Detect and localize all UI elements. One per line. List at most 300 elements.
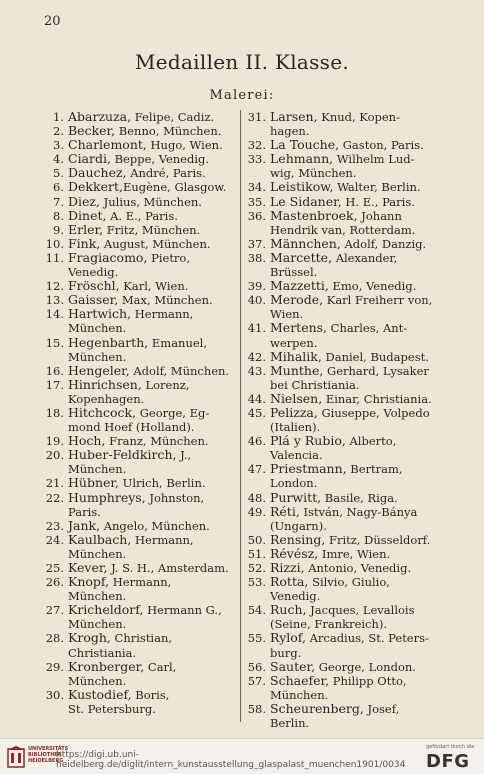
entry-text	[68, 152, 234, 166]
list-item	[44, 448, 234, 476]
artist-name: Priestmann,	[270, 461, 347, 477]
dfg-logo: DFG	[426, 751, 470, 772]
entry-text	[270, 533, 436, 547]
artist-name: Hengeler,	[68, 362, 130, 378]
entry-number: 49.	[247, 504, 266, 519]
artist-details-continued: München.	[68, 673, 127, 688]
entry-number: 36.	[247, 208, 266, 223]
artist-details: Boris,	[131, 687, 170, 702]
entry-text	[68, 336, 234, 364]
artist-details: George, Eg-	[136, 405, 210, 420]
university-logo-icon	[6, 745, 26, 769]
entry-number: 5.	[53, 166, 64, 181]
artist-details-continued: wig, München.	[270, 166, 357, 181]
list-item	[246, 505, 436, 533]
artist-name: Hitchcock,	[68, 404, 137, 420]
artist-details-continued: St. Petersburg.	[68, 701, 156, 716]
list-item	[246, 392, 436, 406]
entry-number: 6.	[53, 180, 64, 195]
artist-name: Hegenbarth,	[68, 334, 149, 350]
artist-details: Max, München.	[118, 293, 213, 308]
list-item	[44, 364, 234, 378]
artist-details-continued: Wien.	[270, 307, 304, 322]
artist-name: Schaefer,	[270, 672, 330, 688]
entry-number: 56.	[247, 659, 266, 674]
artist-details: Silvio, Giulio, Venedig.	[270, 575, 390, 604]
entry-number: 45.	[247, 405, 266, 420]
list-item	[44, 209, 234, 223]
artist-name: Rensing,	[270, 531, 326, 547]
entry-number: 41.	[247, 321, 266, 336]
list-item	[246, 561, 436, 575]
list-item	[44, 237, 234, 251]
entry-number: 17.	[45, 377, 64, 392]
entry-number: 39.	[247, 279, 266, 294]
entry-text	[270, 561, 436, 575]
section-heading: Malerei:	[209, 88, 275, 103]
artist-name: Huber-Feldkirch,	[68, 447, 177, 463]
artist-details: Hugo, Wien.	[146, 138, 223, 153]
artist-name: Mertens,	[270, 320, 328, 336]
entry-number: 47.	[247, 462, 266, 477]
artist-details: Gerhard, Lysaker	[323, 363, 429, 378]
entry-number: 27.	[45, 603, 64, 618]
artist-name: Gaisser,	[68, 292, 119, 308]
artist-details-continued: burg.	[270, 645, 302, 660]
artist-name: Kronberger,	[68, 658, 145, 674]
artist-name: Hinrichsen,	[68, 376, 142, 392]
list-item	[44, 124, 234, 138]
artist-name: Leistikow,	[270, 179, 334, 195]
artist-name: Munthe,	[270, 362, 324, 378]
right-column	[246, 110, 436, 730]
artist-name: Fragiacomo,	[68, 249, 148, 265]
entry-number: 34.	[247, 180, 266, 195]
entry-text	[68, 279, 234, 293]
entry-number: 58.	[247, 701, 266, 716]
artist-details: Daniel, Budapest.	[321, 349, 429, 364]
artist-details: J.,	[176, 448, 192, 463]
artist-name: Merode,	[270, 292, 324, 308]
entry-number: 2.	[53, 124, 64, 139]
entry-number: 9.	[53, 222, 64, 237]
list-item	[44, 110, 234, 124]
entry-number: 22.	[45, 490, 64, 505]
list-item	[44, 660, 234, 688]
entry-number: 3.	[53, 138, 64, 153]
entry-number: 8.	[53, 208, 64, 223]
artist-details: Wilhelm Lud-	[333, 152, 415, 167]
entry-text	[68, 631, 234, 659]
entry-number: 4.	[53, 152, 64, 167]
entry-number: 13.	[45, 293, 64, 308]
artist-details-continued: Valencia.	[270, 448, 323, 463]
entry-number: 46.	[247, 434, 266, 449]
artist-details: Jacques, Levallois	[306, 603, 415, 618]
list-item	[246, 195, 436, 209]
entry-text	[270, 293, 436, 321]
artist-details-continued: (Seine, Frankreich).	[270, 617, 388, 632]
list-item	[246, 434, 436, 462]
list-item	[44, 434, 234, 448]
artist-details: Eugène, Glasgow.	[122, 180, 227, 195]
artist-details: Fritz, Düsseldorf.	[325, 532, 431, 547]
artist-name: Kaulbach,	[68, 531, 132, 547]
list-item	[44, 603, 234, 631]
artist-details: Pietro,	[147, 250, 191, 265]
entry-text	[270, 575, 436, 603]
list-item	[44, 476, 234, 490]
list-item	[44, 533, 234, 561]
entry-number: 19.	[45, 434, 64, 449]
entry-number: 54.	[247, 603, 266, 618]
entry-text	[270, 152, 436, 180]
entry-text	[270, 702, 436, 730]
artist-details-continued: Hendrik van, Rotterdam.	[270, 222, 416, 237]
entry-number: 53.	[247, 575, 266, 590]
artist-details: Imre, Wien.	[318, 546, 391, 561]
artist-details: Ulrich, Berlin.	[118, 476, 206, 491]
entry-text	[68, 561, 234, 575]
artist-details: Hermann,	[131, 307, 194, 322]
artist-name: Mastenbroek,	[270, 207, 358, 223]
artist-details-continued: München.	[68, 349, 127, 364]
entry-text	[270, 603, 436, 631]
source-url[interactable]: https://digi.ub.uni-heidelberg.de/diglit/intern_kunstausstellung_glaspalast_muenchen1901/0034	[56, 750, 406, 770]
artist-details-continued: Paris.	[68, 504, 101, 519]
entry-number: 12.	[45, 279, 64, 294]
artist-details: Arcadius, St. Peters-	[305, 631, 429, 646]
entry-number: 15.	[45, 335, 64, 350]
list-item	[246, 209, 436, 237]
artist-name: Rotta,	[270, 574, 309, 590]
list-item	[246, 138, 436, 152]
artist-name: Humphreys,	[68, 489, 146, 505]
artist-name: Le Sidaner,	[270, 193, 342, 209]
entry-text	[68, 195, 234, 209]
entry-text	[68, 124, 234, 138]
artist-name: Rizzi,	[270, 560, 305, 575]
artist-name: Mazzetti,	[270, 278, 329, 294]
artist-details: Charles, Ant-	[327, 321, 408, 336]
entry-text	[270, 462, 436, 490]
list-item	[246, 491, 436, 505]
entry-number: 42.	[247, 349, 266, 364]
artist-details: Hermann,	[109, 575, 172, 590]
entry-number: 29.	[45, 659, 64, 674]
list-item	[246, 575, 436, 603]
list-item	[246, 702, 436, 730]
list-item	[246, 533, 436, 547]
list-item	[44, 491, 234, 519]
artist-details: Adolf, München.	[129, 363, 230, 378]
entry-number: 1.	[53, 110, 64, 124]
artist-name: Fröschl,	[68, 278, 120, 294]
artist-details-continued: Venedig.	[68, 265, 119, 280]
list-item	[44, 152, 234, 166]
entry-number: 50.	[247, 532, 266, 547]
artist-details: Bertram,	[346, 462, 403, 477]
entry-text	[68, 434, 234, 448]
entry-text	[68, 166, 234, 180]
list-item	[44, 561, 234, 575]
artist-details: Angelo, München.	[100, 518, 210, 533]
artist-details: Philipp Otto,	[329, 673, 407, 688]
entry-text	[68, 180, 234, 194]
entry-text	[68, 307, 234, 335]
artist-details: Fritz, München.	[103, 222, 201, 237]
list-item	[44, 195, 234, 209]
artist-name: Kustodief,	[68, 686, 132, 702]
list-item	[246, 279, 436, 293]
artist-details-continued: Christiania.	[68, 645, 137, 660]
artist-name: Abarzuza,	[68, 109, 132, 124]
entry-number: 7.	[53, 194, 64, 209]
list-item	[44, 138, 234, 152]
artist-name: Hoch,	[68, 433, 106, 449]
list-item	[246, 237, 436, 251]
artist-name: Knopf,	[68, 574, 110, 590]
page-number: 20	[44, 14, 61, 29]
list-item	[44, 180, 234, 194]
artist-name: Dekkert,	[68, 179, 123, 195]
artist-details-continued: Kopenhagen.	[68, 391, 145, 406]
artist-name: Purwitt,	[270, 489, 322, 505]
entry-text	[68, 237, 234, 251]
artist-name: Erler,	[68, 221, 104, 237]
entry-number: 28.	[45, 631, 64, 646]
artist-details: Hermann,	[131, 532, 194, 547]
entry-text	[270, 251, 436, 279]
entry-number: 10.	[45, 236, 64, 251]
entry-text	[68, 533, 234, 561]
entry-text	[68, 448, 234, 476]
artist-details: István, Nagy-Bánya	[299, 504, 418, 519]
artist-name: Hübner,	[68, 475, 119, 491]
list-item	[246, 660, 436, 674]
entry-number: 21.	[45, 476, 64, 491]
entry-text	[270, 505, 436, 533]
artist-name: Larsen,	[270, 109, 318, 124]
entry-number: 23.	[45, 518, 64, 533]
artist-name: Ciardi,	[68, 151, 111, 167]
artist-details-continued: München.	[68, 321, 127, 336]
artist-details: Emanuel,	[148, 335, 207, 350]
artist-name: Diez,	[68, 193, 100, 209]
entry-text	[270, 209, 436, 237]
list-item	[246, 462, 436, 490]
artist-details: Karl Freiherr von,	[323, 293, 433, 308]
entry-number: 51.	[247, 546, 266, 561]
artist-details-continued: Brüssel.	[270, 265, 318, 280]
artist-name: Lehmann,	[270, 151, 334, 167]
artist-details: Alberto,	[345, 434, 397, 449]
artist-details-continued: mond Hoef (Holland).	[68, 420, 195, 435]
artist-name: Nielsen,	[270, 390, 323, 406]
artist-name: Mihalik,	[270, 348, 322, 364]
list-item	[44, 293, 234, 307]
artist-details: Johnston,	[145, 490, 205, 505]
artist-details-continued: bei Christiania.	[270, 377, 360, 392]
artist-details: Josef,	[363, 701, 400, 716]
list-item	[44, 166, 234, 180]
list-item	[44, 519, 234, 533]
artist-name: Kever,	[68, 560, 108, 575]
entry-text	[68, 406, 234, 434]
entry-text	[68, 660, 234, 688]
entry-number: 24.	[45, 532, 64, 547]
artist-details: A. E., Paris.	[106, 208, 178, 223]
entry-text	[270, 434, 436, 462]
artist-details: Walter, Berlin.	[333, 180, 421, 195]
list-item	[246, 631, 436, 659]
entry-number: 16.	[45, 363, 64, 378]
entry-text	[270, 364, 436, 392]
artist-details: Christian,	[110, 631, 173, 646]
artist-details: Lorenz,	[141, 377, 190, 392]
entry-number: 33.	[247, 152, 266, 167]
artist-name: Dinet,	[68, 207, 107, 223]
artist-details-continued: Berlin.	[270, 716, 310, 731]
entry-text	[270, 491, 436, 505]
list-item	[246, 674, 436, 702]
artist-details: André, Paris.	[126, 166, 206, 181]
artist-name: Marcette,	[270, 249, 333, 265]
list-item	[246, 180, 436, 194]
entry-text	[270, 110, 436, 138]
artist-details-continued: (Ungarn).	[270, 518, 327, 533]
artist-details: Einar, Christiania.	[322, 391, 432, 406]
artist-details-continued: werpen.	[270, 335, 318, 350]
entry-number: 31.	[247, 110, 266, 124]
entry-number: 25.	[45, 561, 64, 575]
entry-number: 20.	[45, 448, 64, 463]
list-item	[246, 152, 436, 180]
artist-details-continued: München.	[270, 687, 329, 702]
artist-details: George, London.	[315, 659, 416, 674]
entry-text	[68, 364, 234, 378]
artist-details-continued: (Italien).	[270, 420, 321, 435]
artist-details: Gaston, Paris.	[339, 138, 424, 153]
entry-text	[68, 491, 234, 519]
artist-details: Emo, Venedig.	[328, 279, 417, 294]
artist-name: Plá y Rubio,	[270, 433, 346, 449]
entry-text	[270, 406, 436, 434]
entry-text	[270, 195, 436, 209]
entry-text	[270, 237, 436, 251]
entry-number: 35.	[247, 194, 266, 209]
artist-name: Rylof,	[270, 630, 306, 646]
artist-name: Dauchez,	[68, 165, 127, 181]
entry-number: 18.	[45, 405, 64, 420]
university-logo-text: UNIVERSITÄTS BIBLIOTHEK HEIDELBERG	[28, 746, 69, 764]
entry-text	[68, 476, 234, 490]
artist-details: Karl, Wien.	[119, 279, 189, 294]
artist-details: Felipe, Cadiz.	[131, 110, 215, 124]
entry-number: 52.	[247, 561, 266, 575]
entry-text	[270, 392, 436, 406]
artist-name: Ruch,	[270, 602, 307, 618]
entry-text	[270, 321, 436, 349]
entry-number: 37.	[247, 236, 266, 251]
artist-name: La Touche,	[270, 137, 340, 153]
entry-number: 43.	[247, 363, 266, 378]
entry-text	[270, 660, 436, 674]
entry-number: 14.	[45, 307, 64, 322]
entry-text	[68, 378, 234, 406]
artist-name: Männchen,	[270, 235, 341, 251]
artist-details-continued: München.	[68, 617, 127, 632]
list-item	[246, 251, 436, 279]
artist-details: Giuseppe, Volpedo	[317, 405, 430, 420]
artist-details: J. S. H., Amsterdam.	[107, 561, 229, 575]
list-item	[246, 364, 436, 392]
entry-text	[68, 293, 234, 307]
list-item	[44, 336, 234, 364]
artist-details-continued: München.	[68, 546, 127, 561]
list-item	[246, 293, 436, 321]
artist-name: Scheurenberg,	[270, 700, 364, 716]
artist-details: Alexander,	[332, 250, 398, 265]
entry-number: 57.	[247, 673, 266, 688]
entry-text	[68, 138, 234, 152]
artist-name: Fink,	[68, 235, 101, 251]
list-item	[44, 279, 234, 293]
list-item	[246, 321, 436, 349]
artist-details: Knud, Kopen-	[317, 110, 400, 124]
artist-details: Adolf, Danzig.	[340, 236, 427, 251]
left-column	[44, 110, 234, 716]
artist-details-continued: München.	[68, 462, 127, 477]
list-item	[44, 631, 234, 659]
entry-text	[68, 519, 234, 533]
artist-details-continued: London.	[270, 476, 318, 491]
entry-text	[68, 209, 234, 223]
entry-number: 38.	[247, 250, 266, 265]
artist-details: Franz, München.	[105, 434, 209, 449]
entry-text	[270, 180, 436, 194]
entry-number: 48.	[247, 490, 266, 505]
entry-number: 11.	[45, 250, 64, 265]
artist-details: Benno, München.	[115, 124, 222, 139]
entry-text	[68, 223, 234, 237]
entry-text	[68, 575, 234, 603]
list-item	[44, 378, 234, 406]
artist-details: Hermann G.,	[143, 603, 222, 618]
list-item	[44, 575, 234, 603]
list-item	[246, 603, 436, 631]
entry-text	[270, 350, 436, 364]
artist-details: Basile, Riga.	[321, 490, 398, 505]
entry-number: 30.	[45, 687, 64, 702]
entry-number: 44.	[247, 391, 266, 406]
artist-details: Beppe, Venedig.	[110, 152, 210, 167]
entry-number: 55.	[247, 631, 266, 646]
list-item	[44, 223, 234, 237]
entry-text	[270, 547, 436, 561]
artist-name: Réti,	[270, 503, 300, 519]
artist-details-continued: München.	[68, 589, 127, 604]
dfg-note: gefördert durch die	[426, 744, 475, 750]
list-item	[44, 688, 234, 716]
artist-name: Révész,	[270, 545, 319, 561]
artist-name: Hartwich,	[68, 306, 132, 322]
artist-name: Krogh,	[68, 630, 111, 646]
artist-name: Jank,	[68, 517, 101, 533]
entry-text	[270, 631, 436, 659]
list-item	[246, 110, 436, 138]
list-item	[44, 307, 234, 335]
